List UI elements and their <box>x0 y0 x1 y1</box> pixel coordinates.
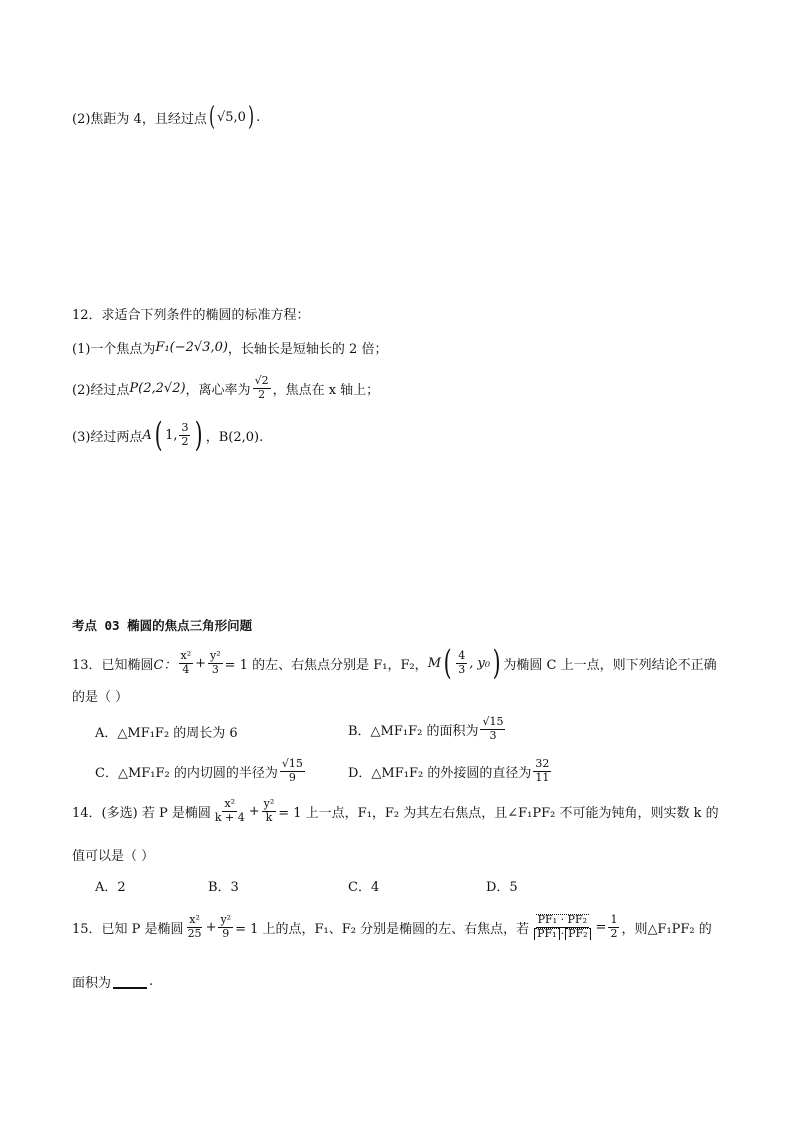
q14-option-a-text: A．2 <box>95 880 126 895</box>
q15-x2: x² <box>189 913 200 926</box>
q13-option-c <box>95 758 307 784</box>
q14-den1: k + 4 <box>214 810 245 824</box>
q13-stem: 13．已知椭圆 C： $\frac{\text{x²}}{4}$ + $\frac{\text{y²}}{3}$ = 1 的左、右焦点分别是 F₁，F₂， M ( $\frac{4}{3}$ , y₀ ) 为椭圆 C 上一点，则下列结论不正确 <box>72 643 717 683</box>
q13-m-x <box>456 650 467 676</box>
q14-option-c-text: C．4 <box>348 880 380 895</box>
q12-p1-point: F₁(−2√3,0) <box>155 340 228 355</box>
q13-option-d-text: D．△MF₁F₂ 的外接圆的直径为 <box>348 765 532 781</box>
q14-x2: x² <box>224 797 236 810</box>
q13-d-num: 32 <box>535 757 550 770</box>
q14-line2 <box>72 845 154 864</box>
q12-frac-num: √2 <box>254 374 269 387</box>
q14-option-b-text: B．3 <box>208 880 239 895</box>
q12-p1-pre: (1)一个焦点为 <box>72 342 156 357</box>
q13-line2-text: 的是（ ） <box>72 690 129 705</box>
q15-d9: 9 <box>222 926 230 940</box>
q14-line2-text: 值可以是（ ） <box>72 849 155 864</box>
q13-option-d <box>348 758 553 784</box>
q13-frac-y <box>208 650 223 676</box>
q13-c: C： <box>153 657 177 673</box>
q13-option-a <box>95 722 238 741</box>
q14-pre: 14．(多选) 若 P 是椭圆 <box>72 805 211 821</box>
q14-option-d-text: D．5 <box>486 880 518 895</box>
q13-d-den: 11 <box>535 770 550 784</box>
q15-pre: 15．已知 P 是椭圆 <box>72 921 184 937</box>
q13-m-num: 4 <box>458 648 466 662</box>
q12-frac-den: 2 <box>258 387 266 401</box>
q13-eq: = 1 的左、右焦点分别是 F₁，F₂， <box>224 657 428 673</box>
q13-m: M <box>427 655 441 671</box>
q12-point-a-x: 1, <box>165 427 178 443</box>
q14-y2: y² <box>263 797 275 810</box>
q14-post: = 1 上一点，F₁，F₂ 为其左右焦点，且∠F₁PF₂ 不可能为钝角，则实数 k 的 <box>278 805 719 821</box>
q15-post: ，则△F₁PF₂ 的 <box>621 921 712 937</box>
q13-post: 为椭圆 C 上一点，则下列结论不正确 <box>503 657 717 673</box>
q15-line2-post: . <box>149 974 154 989</box>
q12-point-a-label: A <box>142 427 152 443</box>
q12-part2 <box>72 375 379 401</box>
q15-vector-num: PF₁ · PF₂ <box>537 913 588 926</box>
q12-point-a-y <box>179 422 190 448</box>
q12-a-num: 3 <box>181 420 189 434</box>
q13-line2 <box>72 686 128 705</box>
q15-stem: 15．已知 P 是椭圆 $\frac{\text{x²}}{25}$ + $\frac{\text{y²}}{9}$ = 1 上的点，F₁、F₂ 分别是椭圆的左、右焦点，若 $\frac{\text{PF₁ · PF₂}}{\text{PF₁ · PF₂}}$ = $\frac{1}{2}$ ，则△F₁PF₂ 的 <box>72 913 712 940</box>
q14-frac-y <box>262 798 277 824</box>
q11-part2-text: (2)焦距为 4，且经过点 <box>72 111 207 127</box>
q13-option-c-text: C．△MF₁F₂ 的内切圆的半径为 <box>95 765 278 781</box>
q13-frac-x <box>179 650 194 676</box>
q13-b-num: √15 <box>482 715 504 728</box>
q15-mid: = 1 上的点，F₁、F₂ 分别是椭圆的左、右焦点，若 <box>235 921 530 937</box>
q12-a-den: 2 <box>181 434 189 448</box>
q12-part1 <box>72 338 387 357</box>
q13-option-c-frac <box>280 758 305 784</box>
q15-line2 <box>72 972 153 991</box>
q13-option-b-text: B．△MF₁F₂ 的面积为 <box>348 723 479 739</box>
q15-line2-pre: 面积为 <box>72 976 112 991</box>
q14-option-b <box>208 876 239 895</box>
q15-y2: y² <box>220 913 232 926</box>
q12-stem-text: 12．求适合下列条件的椭圆的标准方程： <box>72 308 310 323</box>
q14-den2: k <box>265 810 273 824</box>
q15-dot: · <box>560 926 565 940</box>
q15-eq: = <box>595 919 607 935</box>
q13-c-num: √15 <box>281 757 303 770</box>
q13-y2: y² <box>210 648 221 662</box>
q13-option-d-frac <box>533 758 551 784</box>
q15-d25: 25 <box>187 926 202 940</box>
q12-part3: (3)经过两点 A ( 1, $\frac{3}{2}$ ) ，B(2,0). <box>72 415 264 455</box>
q14-frac-x <box>213 798 247 824</box>
q12-eccentricity-fraction <box>253 375 271 401</box>
q12-p1-post: ，长轴长是短轴长的 2 倍； <box>227 342 388 357</box>
section-heading <box>72 616 252 634</box>
q12-p2-pre: (2)经过点 <box>72 382 130 398</box>
q15-abs-pf1: PF₁ <box>534 928 559 941</box>
q13-x2: x² <box>180 648 192 662</box>
q15-frac-x <box>186 914 204 940</box>
q11-part2: (2)焦距为 4，且经过点 ( √5,0 ) . <box>72 102 261 132</box>
q13-option-b <box>348 716 507 742</box>
q15-vector-fraction <box>531 914 593 940</box>
q13-c-den: 9 <box>288 770 296 784</box>
q15-vector-den <box>531 928 593 941</box>
q13-d3: 3 <box>211 662 219 676</box>
q12-stem <box>72 304 310 323</box>
q15-frac-y <box>218 914 233 940</box>
q12-p3-pre: (3)经过两点 <box>72 429 143 445</box>
q15-half <box>608 914 619 940</box>
q15-abs-pf2: PF₂ <box>565 928 590 941</box>
q12-p2-point: P(2,2√2) <box>129 380 186 396</box>
q13-pre: 13．已知椭圆 <box>72 657 154 673</box>
q13-m-y: , y₀ <box>469 655 491 671</box>
section-heading-text: 考点 03 椭圆的焦点三角形问题 <box>72 618 253 633</box>
answer-blank[interactable] <box>113 975 147 989</box>
q13-d4: 4 <box>182 662 190 676</box>
q13-b-den: 3 <box>489 728 497 742</box>
q14-stem: 14．(多选) 若 P 是椭圆 $\frac{\text{x²}}{k + 4}$ + $\frac{\text{y²}}{k}$ = 1 上一点，F₁，F₂ 为其左右焦点，且∠F₁PF₂ 不可能为钝角，则实数 k 的 <box>72 797 719 824</box>
q12-p2-mid: ，离心率为 <box>185 382 251 398</box>
q14-option-a <box>95 876 126 895</box>
q13-m-den: 3 <box>458 662 466 676</box>
q15-half-den: 2 <box>610 926 618 940</box>
q12-p2-post: ，焦点在 x 轴上； <box>272 382 380 398</box>
q14-option-c <box>348 876 379 895</box>
q11-point: √5,0 <box>216 109 246 125</box>
q13-option-b-frac <box>480 716 505 742</box>
q14-option-d <box>486 876 518 895</box>
q13-option-a-text: A．△MF₁F₂ 的周长为 6 <box>95 726 238 741</box>
q12-point-b: ，B(2,0). <box>205 429 264 445</box>
q15-half-num: 1 <box>610 913 618 926</box>
